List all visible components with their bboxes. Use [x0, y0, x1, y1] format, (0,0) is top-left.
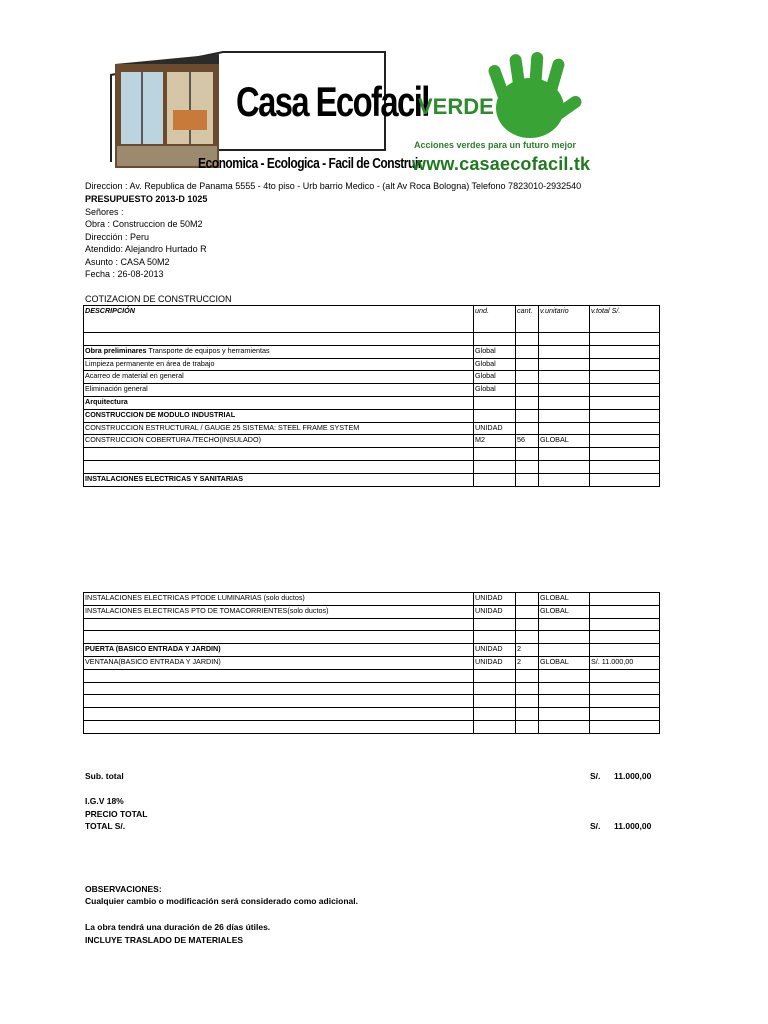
- cell: INSTALACIONES ELECTRICAS Y SANITARIAS: [84, 473, 474, 486]
- cell: [539, 371, 590, 384]
- observaciones-title: OBSERVACIONES:: [85, 884, 162, 894]
- cell: [590, 396, 660, 409]
- verde-word: VERDE: [418, 94, 494, 119]
- cell: CONSTRUCCION DE MODULO INDUSTRIAL: [84, 409, 474, 422]
- cell: [539, 720, 590, 733]
- table-row: [84, 358, 660, 371]
- table-row: [84, 618, 660, 631]
- cell: [516, 460, 539, 473]
- cell: [590, 435, 660, 448]
- table-row: [84, 396, 660, 409]
- cell: [516, 720, 539, 733]
- cell: [474, 448, 516, 461]
- brand-slogan: Economica - Ecologica - Facil de Construir: [198, 155, 422, 172]
- cell: Global: [474, 345, 516, 358]
- cell: PUERTA (BASICO ENTRADA Y JARDIN): [84, 644, 474, 657]
- observaciones-line-2: La obra tendrá una duración de 26 días útiles.: [85, 922, 271, 932]
- cell: [474, 333, 516, 346]
- cell: [590, 409, 660, 422]
- cell: [516, 695, 539, 708]
- cell: [516, 605, 539, 618]
- table-row: [84, 708, 660, 721]
- cell: [539, 669, 590, 682]
- cell: [516, 345, 539, 358]
- total-label: TOTAL S/.: [85, 821, 126, 831]
- cell: [516, 371, 539, 384]
- cell: [539, 422, 590, 435]
- cell: [84, 720, 474, 733]
- cell: [84, 448, 474, 461]
- fecha-line: Fecha : 26-08-2013: [85, 269, 164, 279]
- cell: [539, 695, 590, 708]
- cell: [590, 384, 660, 397]
- total-currency: S/.: [590, 821, 601, 831]
- cell: Limpieza permanente en área de trabajo: [84, 358, 474, 371]
- cell: [474, 473, 516, 486]
- table-row: [84, 682, 660, 695]
- cell: [539, 682, 590, 695]
- cell: [590, 631, 660, 644]
- cell: [590, 618, 660, 631]
- cell: [590, 448, 660, 461]
- atendido-line: Atendido: Alejandro Hurtado R: [85, 244, 207, 254]
- cell: [539, 396, 590, 409]
- cell: [590, 669, 660, 682]
- cell: [84, 460, 474, 473]
- subtotal-value: 11.000,00: [614, 771, 652, 781]
- header-cant: cant.: [516, 306, 539, 333]
- cell: [539, 631, 590, 644]
- cell: [590, 333, 660, 346]
- cell: [516, 473, 539, 486]
- quote-table-1: [83, 305, 660, 487]
- cell: [516, 409, 539, 422]
- subtotal-currency: S/.: [590, 771, 601, 781]
- table-row: [84, 422, 660, 435]
- cell: [590, 695, 660, 708]
- cell: [474, 396, 516, 409]
- direccion-line: Dirección : Peru: [85, 232, 150, 242]
- cell: [516, 631, 539, 644]
- total-value: 11.000,00: [614, 821, 652, 831]
- cell: [539, 409, 590, 422]
- cell: [516, 669, 539, 682]
- cell: [84, 618, 474, 631]
- cell: [474, 631, 516, 644]
- cell: Global: [474, 384, 516, 397]
- cell: [590, 644, 660, 657]
- cell: [474, 409, 516, 422]
- cell: [516, 708, 539, 721]
- table-row: [84, 593, 660, 606]
- cell: [84, 669, 474, 682]
- cell: [539, 644, 590, 657]
- cell: [516, 448, 539, 461]
- cell: Eliminación general: [84, 384, 474, 397]
- table-row: [84, 644, 660, 657]
- table-row: [84, 631, 660, 644]
- cell: [539, 448, 590, 461]
- cell: [590, 422, 660, 435]
- cell: [539, 345, 590, 358]
- table-row: [84, 720, 660, 733]
- precio-total-label: PRECIO TOTAL: [85, 809, 148, 819]
- verde-tagline: Acciones verdes para un futuro mejor: [414, 140, 577, 150]
- cell: [84, 682, 474, 695]
- header-descripcion: DESCRIPCIÓN: [84, 306, 474, 333]
- cell: [84, 333, 474, 346]
- table-row: [84, 460, 660, 473]
- cell: GLOBAL: [539, 656, 590, 669]
- cell: [516, 333, 539, 346]
- cell: 56: [516, 435, 539, 448]
- cell: 2: [516, 656, 539, 669]
- cell: GLOBAL: [539, 435, 590, 448]
- cell: M2: [474, 435, 516, 448]
- header-und: und.: [474, 306, 516, 333]
- cell: CONSTRUCCION COBERTURA /TECHO(INSULADO): [84, 435, 474, 448]
- cell: [590, 460, 660, 473]
- cell: [474, 460, 516, 473]
- cell: Obra preliminares Transporte de equipos y herramientas: [84, 345, 474, 358]
- cell: [590, 708, 660, 721]
- cell: [590, 593, 660, 606]
- cell: [539, 618, 590, 631]
- cell: [474, 618, 516, 631]
- cell: [516, 384, 539, 397]
- cell: [590, 345, 660, 358]
- table-row: [84, 409, 660, 422]
- observaciones-line-3: INCLUYE TRASLADO DE MATERIALES: [85, 935, 244, 945]
- cell: [590, 371, 660, 384]
- cell: Acarreo de material en general: [84, 371, 474, 384]
- header-vunitario: v.unitario: [539, 306, 590, 333]
- cell: [516, 682, 539, 695]
- quote-table-2: [83, 592, 660, 734]
- cell: [539, 460, 590, 473]
- header-vtotal: v.total S/.: [590, 306, 660, 333]
- table-row: [84, 435, 660, 448]
- table-row: [84, 605, 660, 618]
- cell: [516, 618, 539, 631]
- address-line: Direccion : Av. Republica de Panama 5555 - 4to piso - Urb barrio Medico - (alt Av Roca Bologna) Telefono 7823010-2932540: [85, 181, 582, 191]
- cell: [516, 593, 539, 606]
- table-row: [84, 473, 660, 486]
- subtotal-label: Sub. total: [85, 771, 124, 781]
- table-row: [84, 345, 660, 358]
- senores-line: Señores :: [85, 207, 124, 217]
- cell: UNIDAD: [474, 605, 516, 618]
- table-row: [84, 448, 660, 461]
- table-row: [84, 371, 660, 384]
- cell: [516, 422, 539, 435]
- cell: [84, 631, 474, 644]
- cell: [539, 358, 590, 371]
- cell: 2: [516, 644, 539, 657]
- cell: [590, 682, 660, 695]
- cell: [590, 720, 660, 733]
- table-header-row: [84, 306, 660, 333]
- cell: UNIDAD: [474, 644, 516, 657]
- cell: [590, 473, 660, 486]
- cell: [474, 682, 516, 695]
- cell: GLOBAL: [539, 593, 590, 606]
- cell: [474, 695, 516, 708]
- cell: GLOBAL: [539, 605, 590, 618]
- cell: [84, 695, 474, 708]
- igv-label: I.G.V 18%: [85, 796, 124, 806]
- cell: S/. 11.000,00: [590, 656, 660, 669]
- website-link[interactable]: www.casaecofacil.tk: [412, 154, 591, 174]
- cell: [539, 384, 590, 397]
- cell: [516, 396, 539, 409]
- cell: [84, 708, 474, 721]
- observaciones-line-1: Cualquier cambio o modificación será considerado como adicional.: [85, 896, 359, 906]
- brand-title: Casa Ecofacil: [236, 78, 429, 125]
- table-row: [84, 384, 660, 397]
- cell: Global: [474, 358, 516, 371]
- section-title: COTIZACION DE CONSTRUCCION: [85, 294, 232, 304]
- presupuesto-line: PRESUPUESTO 2013-D 1025: [85, 194, 208, 204]
- cell: CONSTRUCCION ESTRUCTURAL / GAUGE 25 SISTEMA: STEEL FRAME SYSTEM: [84, 422, 474, 435]
- obra-line: Obra : Construccion de 50M2: [85, 219, 203, 229]
- table-row: [84, 333, 660, 346]
- cell: VENTANA(BASICO ENTRADA Y JARDIN): [84, 656, 474, 669]
- cell: Global: [474, 371, 516, 384]
- cell: [474, 708, 516, 721]
- cell: [539, 708, 590, 721]
- cell: INSTALACIONES ELECTRICAS PTO DE TOMACORRIENTES(solo ductos): [84, 605, 474, 618]
- cell: UNIDAD: [474, 593, 516, 606]
- cell: [539, 473, 590, 486]
- table-row: [84, 669, 660, 682]
- cell: [474, 669, 516, 682]
- cell: UNIDAD: [474, 422, 516, 435]
- table-row: [84, 656, 660, 669]
- cell: [590, 605, 660, 618]
- cell: Arquitectura: [84, 396, 474, 409]
- cell: [539, 333, 590, 346]
- cell: [516, 358, 539, 371]
- table-row: [84, 695, 660, 708]
- cell: [590, 358, 660, 371]
- cell: [474, 720, 516, 733]
- asunto-line: Asunto : CASA 50M2: [85, 257, 170, 267]
- cell: INSTALACIONES ELECTRICAS PTODE LUMINARIAS (solo ductos): [84, 593, 474, 606]
- cell: UNIDAD: [474, 656, 516, 669]
